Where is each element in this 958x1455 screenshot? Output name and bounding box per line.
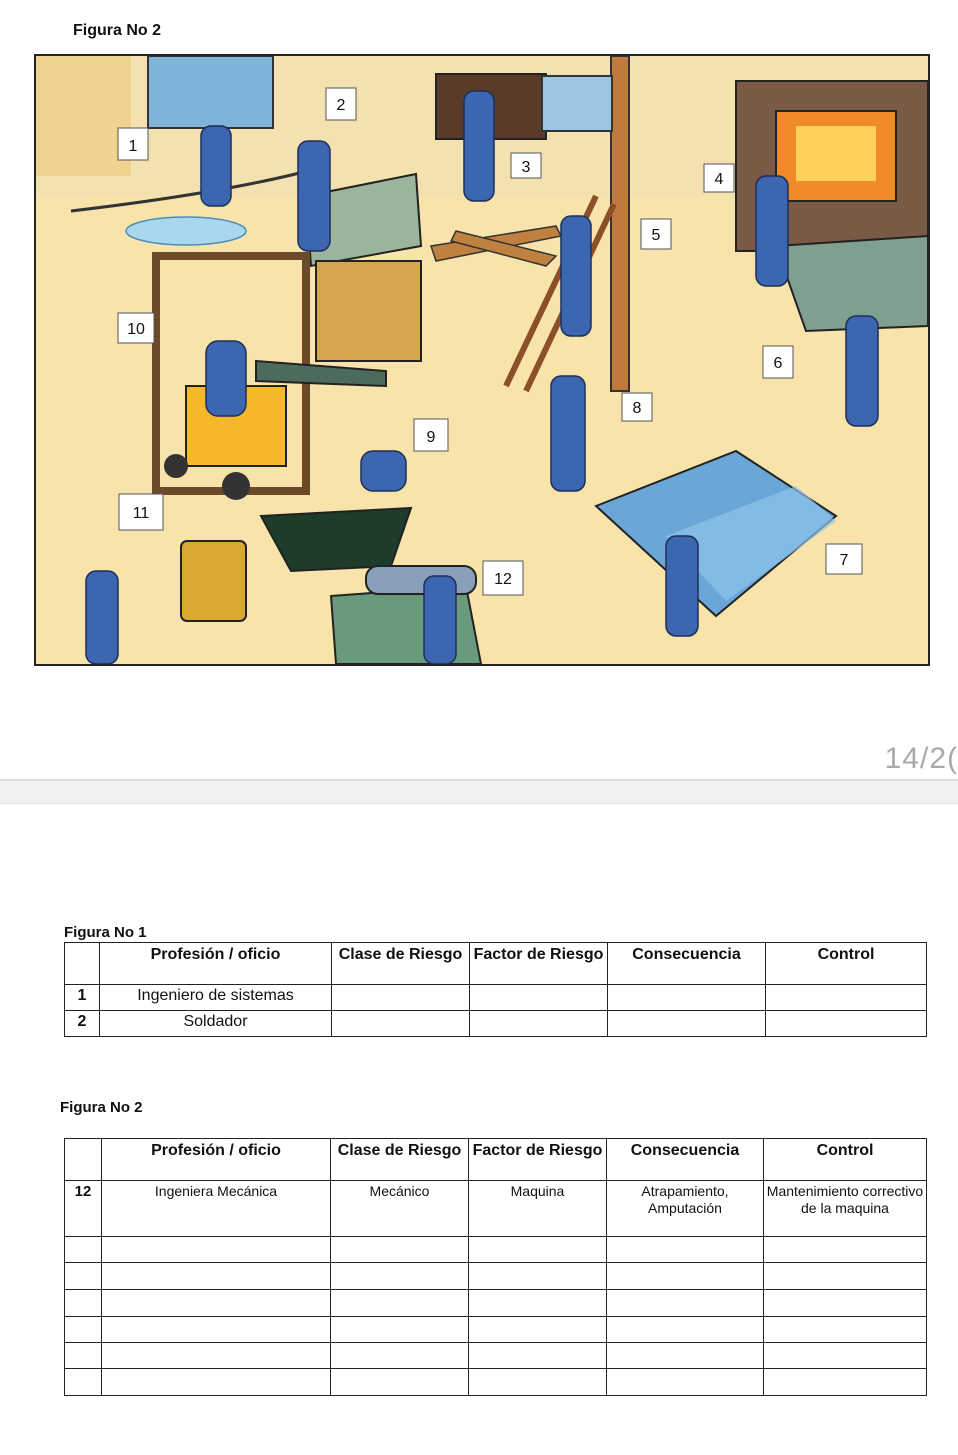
header-num — [65, 943, 100, 985]
cell[interactable] — [470, 985, 608, 1011]
cell[interactable] — [764, 1290, 927, 1317]
header-num — [65, 1139, 102, 1181]
cell[interactable] — [469, 1263, 607, 1290]
top-heading: Figura No 2 — [73, 22, 162, 39]
cell[interactable] — [469, 1290, 607, 1317]
table-header-row — [65, 943, 927, 985]
cell[interactable] — [607, 1369, 764, 1396]
cell: 12 — [65, 1181, 102, 1237]
cell[interactable] — [607, 1263, 764, 1290]
cell[interactable]: Mecánico — [331, 1181, 469, 1237]
table-row — [65, 1290, 927, 1317]
label-11: 11 — [132, 505, 150, 522]
cell: 2 — [65, 1011, 100, 1037]
header-control: Control — [764, 1139, 927, 1181]
cell[interactable] — [65, 1290, 102, 1317]
cell[interactable] — [102, 1290, 331, 1317]
cell[interactable] — [607, 1343, 764, 1369]
cell[interactable] — [102, 1263, 331, 1290]
workshop-illustration — [34, 54, 930, 666]
table-row — [65, 1181, 927, 1237]
page-indicator: 14/2( — [884, 742, 958, 775]
label-1: 1 — [128, 138, 138, 155]
cell: 1 — [65, 985, 100, 1011]
cell[interactable] — [331, 1343, 469, 1369]
label-2: 2 — [336, 97, 346, 114]
cell[interactable] — [331, 1263, 469, 1290]
cell[interactable] — [764, 1369, 927, 1396]
cell[interactable] — [102, 1237, 331, 1263]
table-row — [65, 1237, 927, 1263]
label-7: 7 — [839, 552, 849, 569]
cell[interactable]: Ingeniera Mecánica — [102, 1181, 331, 1237]
cell[interactable] — [608, 985, 766, 1011]
cell[interactable] — [65, 1317, 102, 1343]
cell[interactable] — [607, 1290, 764, 1317]
cell[interactable] — [469, 1369, 607, 1396]
cell[interactable] — [102, 1369, 331, 1396]
cell[interactable] — [102, 1317, 331, 1343]
cell[interactable] — [469, 1237, 607, 1263]
cell[interactable] — [65, 1369, 102, 1396]
table-row — [65, 985, 927, 1011]
figure1-table — [64, 942, 927, 1037]
cell[interactable] — [331, 1369, 469, 1396]
cell[interactable] — [331, 1317, 469, 1343]
cell[interactable] — [65, 1237, 102, 1263]
label-6: 6 — [773, 355, 783, 372]
header-profesion: Profesión / oficio — [102, 1139, 331, 1181]
cell[interactable] — [469, 1317, 607, 1343]
cell[interactable] — [469, 1343, 607, 1369]
cell[interactable] — [764, 1343, 927, 1369]
label-8: 8 — [632, 400, 642, 417]
label-4: 4 — [714, 171, 724, 188]
label-5: 5 — [651, 227, 661, 244]
header-consecuencia: Consecuencia — [607, 1139, 764, 1181]
cell[interactable] — [65, 1263, 102, 1290]
label-12: 12 — [494, 571, 512, 588]
label-9: 9 — [426, 429, 436, 446]
header-factor: Factor de Riesgo — [470, 943, 608, 985]
header-consecuencia: Consecuencia — [608, 943, 766, 985]
table-row — [65, 1263, 927, 1290]
cell[interactable] — [332, 985, 470, 1011]
cell[interactable] — [65, 1343, 102, 1369]
cell[interactable] — [607, 1317, 764, 1343]
cell[interactable] — [607, 1237, 764, 1263]
cell[interactable] — [331, 1290, 469, 1317]
page-divider-bottom — [0, 803, 958, 804]
cell[interactable] — [332, 1011, 470, 1037]
cell[interactable] — [331, 1237, 469, 1263]
cell[interactable] — [766, 985, 927, 1011]
table-row — [65, 1343, 927, 1369]
label-10: 10 — [127, 321, 145, 338]
table-row — [65, 1369, 927, 1396]
table-row — [65, 1011, 927, 1037]
cell[interactable]: Ingeniero de sistemas — [100, 985, 332, 1011]
header-clase: Clase de Riesgo — [332, 943, 470, 985]
label-3: 3 — [521, 159, 531, 176]
cell[interactable]: Maquina — [469, 1181, 607, 1237]
cell[interactable] — [470, 1011, 608, 1037]
figure2-heading: Figura No 2 — [60, 1099, 143, 1116]
cell[interactable]: Soldador — [100, 1011, 332, 1037]
cell[interactable]: Mantenimiento correctivo de la maquina — [764, 1181, 927, 1237]
figure1-heading: Figura No 1 — [64, 924, 147, 941]
header-profesion: Profesión / oficio — [100, 943, 332, 985]
cell[interactable]: Atrapamiento, Amputación — [607, 1181, 764, 1237]
header-clase: Clase de Riesgo — [331, 1139, 469, 1181]
cell[interactable] — [102, 1343, 331, 1369]
cell[interactable] — [764, 1237, 927, 1263]
cell[interactable] — [764, 1263, 927, 1290]
cell[interactable] — [764, 1317, 927, 1343]
header-factor: Factor de Riesgo — [469, 1139, 607, 1181]
cell[interactable] — [608, 1011, 766, 1037]
figure2-table — [64, 1138, 927, 1396]
table-header-row — [65, 1139, 927, 1181]
page-gap — [0, 781, 958, 803]
header-control: Control — [766, 943, 927, 985]
cell[interactable] — [766, 1011, 927, 1037]
table-row — [65, 1317, 927, 1343]
